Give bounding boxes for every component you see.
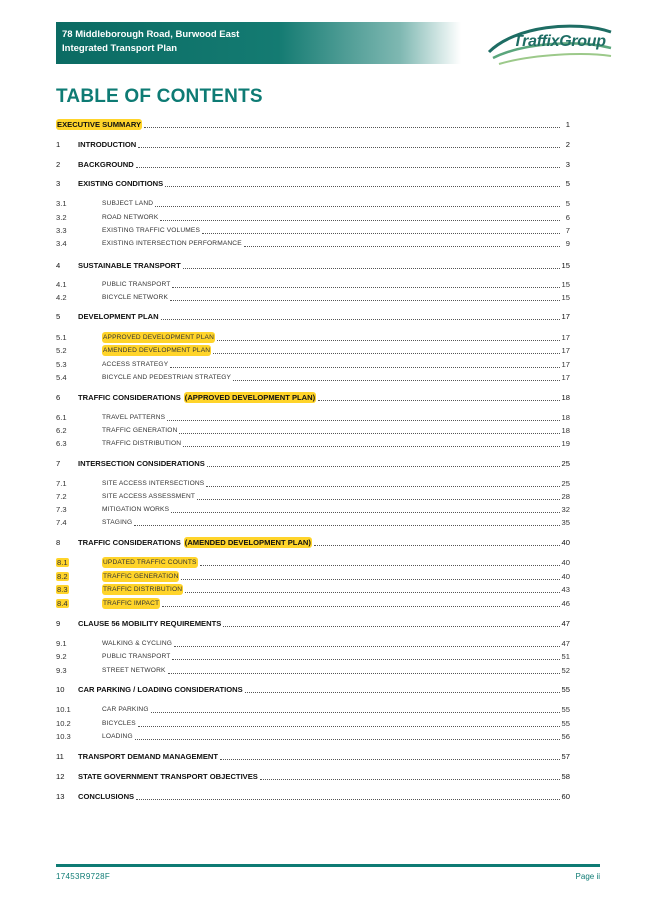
dot-leader: [172, 658, 559, 660]
toc-section-entry[interactable]: [56, 750, 570, 762]
toc-entry-page: 47: [561, 619, 570, 628]
dot-leader: [170, 366, 559, 368]
toc-entry-page: 55: [561, 719, 570, 728]
toc-entry-number: 6.1: [56, 413, 67, 422]
toc-entry-page: 17: [561, 373, 570, 382]
toc-entry-label: ACCESS STRATEGY: [102, 361, 169, 368]
toc-entry-number: 3.3: [56, 226, 67, 235]
toc-entry-label: SUBJECT LAND: [102, 200, 154, 207]
toc-entry-label: SITE ACCESS ASSESSMENT: [102, 493, 196, 500]
toc-entry-label: PUBLIC TRANSPORT: [102, 281, 171, 288]
toc-entry-number: 13: [56, 792, 65, 801]
dot-leader: [183, 267, 560, 269]
toc-entry-label: CONCLUSIONS: [78, 792, 135, 801]
toc-entry-label: BICYCLE NETWORK: [102, 294, 168, 301]
toc-subsection-entry[interactable]: [56, 291, 570, 303]
dot-leader: [160, 219, 560, 221]
toc-entry-page: 52: [561, 666, 570, 675]
toc-entry-number: 10.3: [56, 732, 71, 741]
toc-subsection-entry[interactable]: [56, 516, 570, 528]
toc-subsection-entry[interactable]: [56, 730, 570, 742]
page-title: TABLE OF CONTENTS: [56, 86, 263, 107]
toc-section-entry[interactable]: [56, 158, 570, 170]
toc-entry-number: 8: [56, 538, 61, 547]
toc-entry-label: STATE GOVERNMENT TRANSPORT OBJECTIVES: [78, 772, 258, 781]
toc-section-entry[interactable]: [56, 118, 570, 130]
toc-entry-number: 9.2: [56, 652, 67, 661]
dot-leader: [167, 419, 559, 421]
toc-entry-page: 9: [565, 239, 570, 248]
dot-leader: [197, 498, 559, 500]
dot-leader: [138, 146, 560, 148]
dot-leader: [217, 339, 560, 341]
toc-entry-number: 9: [56, 619, 61, 628]
toc-section-entry[interactable]: [56, 259, 570, 271]
dot-leader: [138, 725, 560, 727]
toc-entry-page: 40: [561, 572, 570, 581]
toc-entry-number: 3.4: [56, 239, 67, 248]
dot-leader: [144, 126, 560, 128]
toc-entry-page: 6: [565, 213, 570, 222]
dot-leader: [314, 544, 560, 546]
toc-subsection-entry[interactable]: [56, 703, 570, 715]
toc-entry-page: 15: [561, 280, 570, 289]
toc-entry-page: 18: [561, 426, 570, 435]
toc-entry-number: 6.3: [56, 439, 67, 448]
toc-subsection-entry[interactable]: [56, 637, 570, 649]
toc-entry-page: 40: [561, 558, 570, 567]
toc-entry-label: TRAFFIC DISTRIBUTION: [103, 586, 183, 593]
toc-entry-label: TRAFFIC CONSIDERATIONS: [78, 538, 181, 547]
toc-entry-page: 51: [561, 652, 570, 661]
toc-entry-label: TRAFFIC GENERATION: [103, 573, 179, 580]
toc-entry-page: 17: [561, 312, 570, 321]
toc-entry-number: 1: [56, 140, 61, 149]
toc-entry-number: 6.2: [56, 426, 67, 435]
toc-entry-number: 4.1: [56, 280, 67, 289]
toc-entry-label: INTRODUCTION: [78, 140, 137, 149]
toc-subsection-entry[interactable]: [56, 717, 570, 729]
dot-leader: [181, 578, 559, 580]
toc-subsection-entry[interactable]: [56, 437, 570, 449]
toc-entry-page: 58: [561, 772, 570, 781]
toc-subsection-entry[interactable]: [56, 556, 570, 568]
toc-entry-page: 55: [561, 685, 570, 694]
header-address: 78 Middleborough Road, Burwood East: [62, 29, 240, 40]
toc-entry-page: 43: [561, 585, 570, 594]
toc-subsection-entry[interactable]: [56, 597, 570, 609]
toc-section-entry[interactable]: [56, 391, 570, 403]
dot-leader: [207, 465, 560, 467]
toc-entry-label: INTERSECTION CONSIDERATIONS: [78, 459, 205, 468]
toc-subsection-entry[interactable]: [56, 358, 570, 370]
toc-entry-number: 7.4: [56, 518, 67, 527]
dot-leader: [200, 564, 560, 566]
toc-entry-label-highlight: (APPROVED DEVELOPMENT PLAN): [184, 393, 316, 402]
toc-entry-page: 19: [561, 439, 570, 448]
dot-leader: [318, 399, 559, 401]
toc-entry-label: AMENDED DEVELOPMENT PLAN: [103, 347, 211, 354]
dot-leader: [151, 711, 560, 713]
toc-entry-label: TRAFFIC GENERATION: [102, 427, 178, 434]
toc-entry-number: 7.3: [56, 505, 67, 514]
toc-entry-label: ROAD NETWORK: [102, 214, 159, 221]
highlighted-number: 8.2: [57, 572, 68, 581]
toc-entry-label: EXISTING INTERSECTION PERFORMANCE: [102, 240, 242, 247]
dot-leader: [223, 625, 559, 627]
toc-entry-page: 5: [565, 179, 570, 188]
toc-entry-page: 17: [561, 346, 570, 355]
toc-entry-label: BACKGROUND: [78, 160, 134, 169]
toc-entry-page: 25: [561, 479, 570, 488]
toc-entry-number: 5.1: [56, 333, 67, 342]
toc-entry-page: 60: [561, 792, 570, 801]
toc-entry-label-highlight: (AMENDED DEVELOPMENT PLAN): [184, 538, 311, 547]
toc-entry-label: WALKING & CYCLING: [102, 640, 173, 647]
toc-entry-page: 57: [561, 752, 570, 761]
footer-page-number: Page ii: [575, 872, 600, 881]
toc-subsection-entry[interactable]: [56, 371, 570, 383]
toc-subsection-entry[interactable]: [56, 197, 570, 209]
dot-leader: [206, 485, 559, 487]
toc-subsection-entry[interactable]: [56, 331, 570, 343]
toc-subsection-entry[interactable]: [56, 237, 570, 249]
toc-section-entry[interactable]: [56, 457, 570, 469]
toc-entry-label: CAR PARKING: [102, 706, 149, 713]
toc-subsection-entry[interactable]: [56, 477, 570, 489]
toc-entry-number: 9.3: [56, 666, 67, 675]
toc-subsection-entry[interactable]: [56, 490, 570, 502]
toc-entry-number: 10: [56, 685, 65, 694]
toc-entry-number: 4.2: [56, 293, 67, 302]
footer-divider: [56, 864, 600, 867]
highlighted-number: 8.1: [57, 558, 68, 567]
toc-entry-number: 4: [56, 261, 61, 270]
toc-entry-label: SUSTAINABLE TRANSPORT: [78, 261, 181, 270]
toc-section-entry[interactable]: [56, 536, 570, 548]
toc-entry-label: LOADING: [102, 733, 133, 740]
dot-leader: [213, 352, 559, 354]
toc-section-entry[interactable]: [56, 617, 570, 629]
toc-entry-page: 46: [561, 599, 570, 608]
toc-entry-number: 12: [56, 772, 65, 781]
dot-leader: [260, 778, 560, 780]
toc-entry-number: 5.4: [56, 373, 67, 382]
dot-leader: [245, 691, 560, 693]
toc-entry-label: STAGING: [102, 519, 133, 526]
toc-entry-number: 3.1: [56, 199, 67, 208]
toc-entry-label: TRAFFIC IMPACT: [103, 600, 160, 607]
toc-entry-page: 2: [565, 140, 570, 149]
dot-leader: [155, 205, 560, 207]
toc-entry-label: TRAVEL PATTERNS: [102, 414, 166, 421]
toc-subsection-entry[interactable]: [56, 650, 570, 662]
dot-leader: [179, 432, 559, 434]
toc-entry-label: DEVELOPMENT PLAN: [78, 312, 159, 321]
toc-entry-number: [56, 598, 102, 609]
logo-text: TraffixGroup: [513, 33, 606, 50]
toc-entry-number: 3.2: [56, 213, 67, 222]
toc-entry-page: 47: [561, 639, 570, 648]
toc-subsection-entry[interactable]: [56, 583, 570, 595]
dot-leader: [135, 738, 560, 740]
toc-subsection-entry[interactable]: [56, 570, 570, 582]
toc-entry-label: STREET NETWORK: [102, 667, 166, 674]
toc-entry-label: BICYCLES: [102, 720, 136, 727]
toc-subsection-entry[interactable]: [56, 503, 570, 515]
dot-leader: [170, 299, 560, 301]
toc-entry-page: 17: [561, 360, 570, 369]
toc-entry-label: UPDATED TRAFFIC COUNTS: [103, 559, 197, 566]
dot-leader: [136, 798, 559, 800]
toc-entry-number: 5.3: [56, 360, 67, 369]
toc-entry-label: SITE ACCESS INTERSECTIONS: [102, 480, 205, 487]
toc-entry-number: [56, 571, 102, 582]
toc-entry-label: TRANSPORT DEMAND MANAGEMENT: [78, 752, 219, 761]
toc-entry-page: 25: [561, 459, 570, 468]
highlighted-number: 8.4: [57, 599, 68, 608]
toc-entry-page: 5: [565, 199, 570, 208]
toc-entry-page: 56: [561, 732, 570, 741]
dot-leader: [202, 232, 560, 234]
dot-leader: [220, 758, 559, 760]
toc-entry-label: APPROVED DEVELOPMENT PLAN: [103, 334, 214, 341]
toc-entry-label: MITIGATION WORKS: [102, 506, 170, 513]
dot-leader: [183, 445, 559, 447]
toc-section-entry[interactable]: [56, 138, 570, 150]
toc-subsection-entry[interactable]: [56, 344, 570, 356]
toc-subsection-entry[interactable]: [56, 278, 570, 290]
document-header: [62, 28, 239, 56]
toc-section-entry[interactable]: [56, 770, 570, 782]
dot-leader: [174, 645, 559, 647]
toc-entry-number: 10.1: [56, 705, 71, 714]
toc-entry-number: 5: [56, 312, 61, 321]
toc-entry-page: 17: [561, 333, 570, 342]
toc-subsection-entry[interactable]: [56, 411, 570, 423]
toc-section-entry[interactable]: [56, 310, 570, 322]
toc-entry-number: 6: [56, 393, 61, 402]
toc-entry-number: 9.1: [56, 639, 67, 648]
toc-entry-number: 7: [56, 459, 61, 468]
toc-section-entry[interactable]: [56, 790, 570, 802]
toc-entry-number: 7.2: [56, 492, 67, 501]
toc-entry-page: 15: [561, 293, 570, 302]
toc-entry-label: EXECUTIVE SUMMARY: [57, 120, 142, 129]
toc-entry-number: [56, 557, 102, 568]
toc-entry-page: 35: [561, 518, 570, 527]
dot-leader: [172, 286, 559, 288]
toc-section-entry[interactable]: [56, 177, 570, 189]
toc-entry-page: 15: [561, 261, 570, 270]
toc-entry-number: 5.2: [56, 346, 67, 355]
dot-leader: [136, 166, 560, 168]
toc-subsection-entry[interactable]: [56, 664, 570, 676]
dot-leader: [134, 524, 559, 526]
toc-entry-label: BICYCLE AND PEDESTRIAN STRATEGY: [102, 374, 232, 381]
toc-entry-page: 7: [565, 226, 570, 235]
toc-entry-label: EXISTING TRAFFIC VOLUMES: [102, 227, 201, 234]
toc-entry-page: 18: [561, 393, 570, 402]
toc-entry-label: PUBLIC TRANSPORT: [102, 653, 171, 660]
toc-entry-number: 11: [56, 752, 64, 761]
dot-leader: [165, 185, 560, 187]
toc-subsection-entry[interactable]: [56, 211, 570, 223]
toc-entry-page: 3: [565, 160, 570, 169]
toc-entry-number: [56, 584, 102, 595]
dot-leader: [185, 591, 559, 593]
toc-entry-number: 7.1: [56, 479, 67, 488]
highlighted-number: 8.3: [57, 585, 68, 594]
dot-leader: [168, 672, 560, 674]
header-doc-title: Integrated Transport Plan: [62, 43, 178, 54]
toc-entry-page: 32: [561, 505, 570, 514]
toc-subsection-entry[interactable]: [56, 224, 570, 236]
dot-leader: [244, 245, 560, 247]
toc-entry-page: 18: [561, 413, 570, 422]
toc-entry-page: 1: [565, 120, 570, 129]
toc-entry-label: TRAFFIC DISTRIBUTION: [102, 440, 182, 447]
toc-entry-label: CAR PARKING / LOADING CONSIDERATIONS: [78, 685, 243, 694]
toc-entry-page: 55: [561, 705, 570, 714]
dot-leader: [233, 379, 559, 381]
toc-entry-label: TRAFFIC CONSIDERATIONS: [78, 393, 181, 402]
toc-entry-number: 2: [56, 160, 61, 169]
toc-section-entry[interactable]: [56, 683, 570, 695]
toc-subsection-entry[interactable]: [56, 424, 570, 436]
dot-leader: [162, 605, 559, 607]
toc-entry-page: 40: [561, 538, 570, 547]
toc-entry-page: 28: [561, 492, 570, 501]
toc-entry-label: CLAUSE 56 MOBILITY REQUIREMENTS: [78, 619, 222, 628]
dot-leader: [171, 511, 559, 513]
toc-entry-label: EXISTING CONDITIONS: [78, 179, 164, 188]
toc-entry-number: 3: [56, 179, 61, 188]
dot-leader: [161, 318, 560, 320]
toc-entry-number: 10.2: [56, 719, 71, 728]
footer-document-ref: 17453R9728F: [56, 872, 111, 881]
